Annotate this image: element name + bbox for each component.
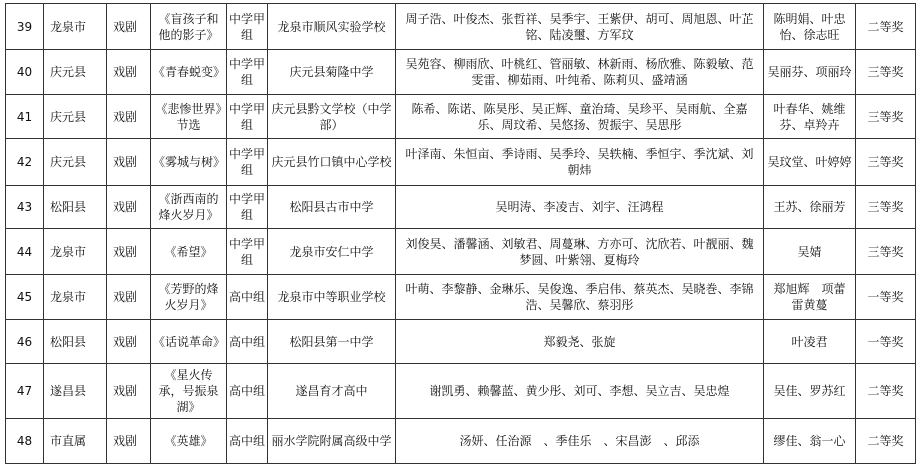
row-number: 47: [6, 364, 44, 419]
table-row: [6, 186, 916, 229]
category-cell: 戏剧: [107, 4, 151, 50]
award-cell: 三等奖: [856, 139, 916, 186]
region-cell: 庆元县: [44, 50, 107, 95]
group-cell: 中学甲组: [227, 95, 268, 139]
teacher-cell: 缪佳、翁一心: [764, 419, 856, 464]
teacher-cell: 叶凌君: [764, 320, 856, 364]
work-title-cell: 《芳野的烽火岁月》: [151, 275, 227, 320]
students-cell: 谢凯勇、赖馨蓝、黄少彤、刘可、李想、吴立吉、吴忠煌: [396, 364, 764, 419]
group-cell: 高中组: [227, 419, 268, 464]
award-cell: 三等奖: [856, 95, 916, 139]
teacher-cell: 郑旭辉 项蕾 雷黄蔓: [764, 275, 856, 320]
group-cell: 中学甲组: [227, 139, 268, 186]
students-cell: 周子浩、叶俊杰、张哲祥、吴季宇、王紫伊、胡可、周旭恩、叶芷铭、陆凌璽、方军玟: [396, 4, 764, 50]
work-title-cell: 《雾城与树》: [151, 139, 227, 186]
students-cell: 吴苑容、柳雨欣、叶桃红、管丽敏、林新雨、杨欣雅、陈毅敏、范雯雷、柳茹雨、叶纯希、陈莉贝、盛靖涵: [396, 50, 764, 95]
work-title-cell: 《青春蜕变》: [151, 50, 227, 95]
results-sheet: [5, 3, 916, 464]
table-row: [6, 364, 916, 419]
row-number: 46: [6, 320, 44, 364]
group-cell: 中学甲组: [227, 50, 268, 95]
category-cell: 戏剧: [107, 364, 151, 419]
region-cell: 庆元县: [44, 139, 107, 186]
table-row: [6, 229, 916, 275]
row-number: 43: [6, 186, 44, 229]
group-cell: 中学甲组: [227, 229, 268, 275]
teacher-cell: 吴丽芬、项丽玲: [764, 50, 856, 95]
award-cell: 二等奖: [856, 364, 916, 419]
table-row: [6, 275, 916, 320]
group-cell: 中学甲组: [227, 4, 268, 50]
students-cell: 郑毅尧、张旋: [396, 320, 764, 364]
region-cell: 松阳县: [44, 186, 107, 229]
region-cell: 遂昌县: [44, 364, 107, 419]
work-title-cell: 《星火传承，号振泉湖》: [151, 364, 227, 419]
teacher-cell: 吴佳、罗苏红: [764, 364, 856, 419]
table-row: [6, 419, 916, 464]
work-title-cell: 《希望》: [151, 229, 227, 275]
table-row: [6, 95, 916, 139]
school-cell: 庆元县黔文学校（中学部）: [268, 95, 396, 139]
award-cell: 三等奖: [856, 50, 916, 95]
work-title-cell: 《话说革命》: [151, 320, 227, 364]
row-number: 48: [6, 419, 44, 464]
table-row: [6, 4, 916, 50]
group-cell: 中学甲组: [227, 186, 268, 229]
teacher-cell: 王苏、徐丽芳: [764, 186, 856, 229]
award-cell: 三等奖: [856, 229, 916, 275]
group-cell: 高中组: [227, 275, 268, 320]
category-cell: 戏剧: [107, 419, 151, 464]
row-number: 44: [6, 229, 44, 275]
teacher-cell: 吴婧: [764, 229, 856, 275]
award-cell: 二等奖: [856, 4, 916, 50]
school-cell: 丽水学院附属高级中学: [268, 419, 396, 464]
students-cell: 刘俊昊、潘馨涵、刘敏君、周蔓琳、方亦可、沈欣若、叶靓丽、魏梦圆、叶紫翎、夏梅玲: [396, 229, 764, 275]
table-body: [6, 4, 916, 464]
school-cell: 松阳县第一中学: [268, 320, 396, 364]
teacher-cell: 叶春华、姚维芬、卓羚卉: [764, 95, 856, 139]
school-cell: 庆元县竹口镇中心学校: [268, 139, 396, 186]
award-cell: 二等奖: [856, 419, 916, 464]
category-cell: 戏剧: [107, 320, 151, 364]
school-cell: 遂昌育才高中: [268, 364, 396, 419]
row-number: 41: [6, 95, 44, 139]
award-cell: 一等奖: [856, 320, 916, 364]
category-cell: 戏剧: [107, 275, 151, 320]
students-cell: 汤妍、任治源 、季佳乐 、宋昌澎 、邱添: [396, 419, 764, 464]
group-cell: 高中组: [227, 320, 268, 364]
school-cell: 龙泉市安仁中学: [268, 229, 396, 275]
results-table: [5, 3, 916, 464]
work-title-cell: 《英雄》: [151, 419, 227, 464]
work-title-cell: 《盲孩子和他的影子》: [151, 4, 227, 50]
row-number: 45: [6, 275, 44, 320]
category-cell: 戏剧: [107, 186, 151, 229]
region-cell: 龙泉市: [44, 275, 107, 320]
category-cell: 戏剧: [107, 95, 151, 139]
region-cell: 松阳县: [44, 320, 107, 364]
work-title-cell: 《悲惨世界》节选: [151, 95, 227, 139]
school-cell: 松阳县古市中学: [268, 186, 396, 229]
school-cell: 龙泉市中等职业学校: [268, 275, 396, 320]
category-cell: 戏剧: [107, 50, 151, 95]
work-title-cell: 《浙西南的烽火岁月》: [151, 186, 227, 229]
table-row: [6, 139, 916, 186]
row-number: 39: [6, 4, 44, 50]
category-cell: 戏剧: [107, 139, 151, 186]
school-cell: 龙泉市顺风实验学校: [268, 4, 396, 50]
teacher-cell: 陈明娟、叶忠怡、徐志旺: [764, 4, 856, 50]
row-number: 40: [6, 50, 44, 95]
teacher-cell: 吴玟堂、叶婷婷: [764, 139, 856, 186]
students-cell: 陈希、陈诺、陈昊彤、吴正辉、童治琦、吴珍平、吴雨航、全嘉乐、周玟希、吴悠扬、贺振宇、吴思彤: [396, 95, 764, 139]
school-cell: 庆元县菊隆中学: [268, 50, 396, 95]
row-number: 42: [6, 139, 44, 186]
students-cell: 叶泽南、朱恒亩、季诗雨、吴季玲、吴轶楠、季恒宇、季沈斌、刘朝炜: [396, 139, 764, 186]
award-cell: 一等奖: [856, 275, 916, 320]
region-cell: 市直属: [44, 419, 107, 464]
students-cell: 叶萌、李黎静、金琳乐、吴俊逸、季启伟、蔡英杰、吴晓巻、李锦浩、吴馨欣、蔡羽彤: [396, 275, 764, 320]
award-cell: 三等奖: [856, 186, 916, 229]
category-cell: 戏剧: [107, 229, 151, 275]
group-cell: 高中组: [227, 364, 268, 419]
students-cell: 吴明涛、李凌吉、刘宇、汪鸿程: [396, 186, 764, 229]
region-cell: 龙泉市: [44, 229, 107, 275]
table-row: [6, 320, 916, 364]
region-cell: 龙泉市: [44, 4, 107, 50]
region-cell: 庆元县: [44, 95, 107, 139]
table-row: [6, 50, 916, 95]
